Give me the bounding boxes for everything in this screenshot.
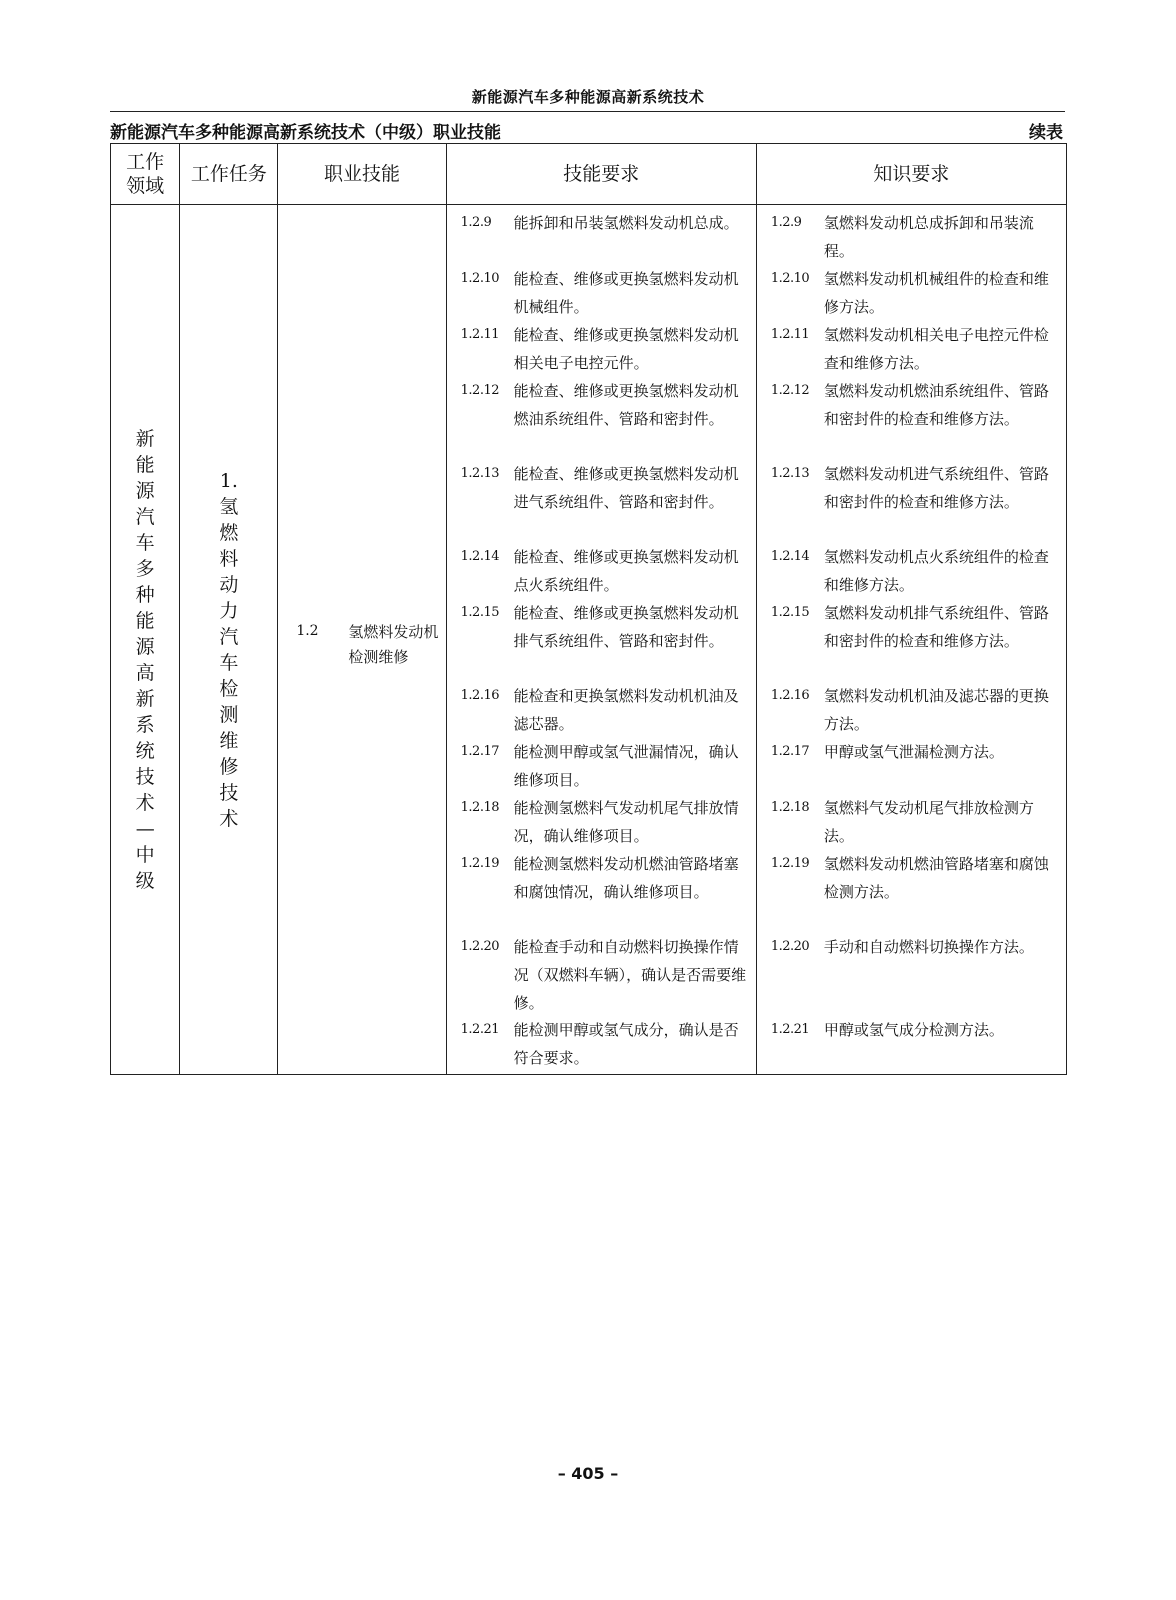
knowledge-requirement-item: [771, 209, 1060, 265]
knowledge-requirement-item: [771, 460, 1060, 543]
skill-requirement-code: 1.2.16: [460, 688, 500, 703]
skill-requirement-text: 能检测甲醇或氢气成分，确认是否符合要求。: [513, 1021, 739, 1067]
knowledge-requirement-item: [771, 377, 1060, 460]
knowledge-requirement-item: [771, 794, 1060, 850]
skill-requirement-code: 1.2.19: [460, 856, 500, 871]
knowledge-requirement-text: 氢燃料发动机总成拆卸和吊装流程。: [823, 214, 1034, 260]
skill-requirement-code: 1.2.20: [460, 939, 500, 954]
skill-requirement-text: 能检查、维修或更换氢燃料发动机相关电子电控元件。: [513, 326, 739, 372]
knowledge-requirements-list: [757, 205, 1066, 1074]
knowledge-requirement-item: [771, 850, 1060, 933]
knowledge-requirement-item: [771, 933, 1060, 1016]
knowledge-requirement-item: [771, 543, 1060, 599]
skill-requirement-item: [461, 738, 750, 794]
knowledge-requirement-code: 1.2.14: [770, 549, 810, 564]
knowledge-requirement-text: 氢燃料发动机燃油管路堵塞和腐蚀检测方法。: [823, 855, 1049, 901]
knowledge-requirement-text: 氢燃料发动机排气系统组件、管路和密封件的检查和维修方法。: [823, 604, 1049, 650]
knowledge-requirement-item: [771, 682, 1060, 738]
knowledge-requirement-item: [771, 1016, 1060, 1072]
knowledge-requirement-code: 1.2.12: [770, 383, 810, 398]
header-knowledge-requirements: 知识要求: [756, 144, 1066, 205]
continued-label: 续表: [1029, 123, 1063, 143]
skill-requirement-text: 能检查手动和自动燃料切换操作情况（双燃料车辆），确认是否需要维修。: [513, 938, 747, 1012]
skill-requirement-text: 能检查、维修或更换氢燃料发动机机械组件。: [513, 270, 739, 316]
skill-requirement-item: [461, 794, 750, 850]
skill-requirement-item: [461, 599, 750, 682]
skill-requirement-text: 能检查、维修或更换氢燃料发动机排气系统组件、管路和密封件。: [513, 604, 739, 650]
skill-requirement-text: 能检查、维修或更换氢燃料发动机进气系统组件、管路和密封件。: [513, 465, 739, 511]
skill-requirement-code: 1.2.15: [460, 605, 500, 620]
skill-requirement-code: 1.2.12: [460, 383, 500, 398]
table-title-row: [110, 116, 1065, 142]
skill-requirement-code: 1.2.17: [460, 744, 500, 759]
skill-requirement-code: 1.2.21: [460, 1022, 500, 1037]
skill-requirements-list: [447, 205, 756, 1074]
header-skill-requirements: 技能要求: [446, 144, 756, 205]
header-work-task: 工作任务: [180, 144, 278, 205]
knowledge-requirement-text: 氢燃料发动机进气系统组件、管路和密封件的检查和维修方法。: [823, 465, 1049, 511]
work-domain-text: 新能源汽车多种能源高新系统技术—中级: [135, 427, 155, 892]
skill-requirement-item: [461, 377, 750, 460]
skill-requirement-code: 1.2.14: [460, 549, 500, 564]
skill-requirement-code: 1.2.11: [460, 327, 500, 342]
knowledge-requirement-code: 1.2.13: [770, 466, 810, 481]
knowledge-requirement-text: 氢燃料发动机点火系统组件的检查和维修方法。: [823, 548, 1049, 594]
skill-requirement-text: 能检测氢燃料发动机燃油管路堵塞和腐蚀情况，确认维修项目。: [513, 855, 739, 901]
work-task-cell: [180, 205, 278, 1075]
work-domain-cell: [111, 205, 180, 1075]
skill-requirement-item: [461, 460, 750, 543]
skill-requirement-item: [461, 850, 750, 933]
running-header: 新能源汽车多种能源高新系统技术: [471, 88, 705, 106]
knowledge-requirement-code: 1.2.20: [770, 939, 810, 954]
knowledge-requirement-code: 1.2.9: [770, 215, 802, 230]
professional-skill-cell: [278, 205, 446, 1075]
knowledge-requirement-item: [771, 321, 1060, 377]
knowledge-requirement-text: 氢燃料发动机机械组件的检查和维修方法。: [823, 270, 1049, 316]
knowledge-requirement-text: 氢燃料发动机燃油系统组件、管路和密封件的检查和维修方法。: [823, 382, 1049, 428]
skill-requirement-code: 1.2.9: [460, 215, 492, 230]
knowledge-requirement-item: [771, 738, 1060, 794]
skill-requirement-item: [461, 209, 750, 265]
skill-requirement-text: 能检查和更换氢燃料发动机机油及滤芯器。: [513, 687, 739, 733]
work-task-text: 1.氢燃料动力汽车检测维修技术: [219, 469, 239, 830]
skill-requirements-cell: [446, 205, 756, 1075]
skill-requirement-item: [461, 543, 750, 599]
skill-requirement-text: 能检测氢燃料气发动机尾气排放情况，确认维修项目。: [513, 799, 739, 845]
table-header-row: [111, 144, 1067, 205]
table-title: 新能源汽车多种能源高新系统技术（中级）职业技能: [110, 123, 501, 143]
table-row: [111, 205, 1067, 1075]
header-professional-skill: 职业技能: [278, 144, 446, 205]
skill-requirement-item: [461, 933, 750, 1016]
skill-requirement-item: [461, 265, 750, 321]
knowledge-requirement-text: 甲醇或氢气成分检测方法。: [823, 1021, 1004, 1039]
knowledge-requirement-code: 1.2.10: [770, 271, 810, 286]
knowledge-requirement-item: [771, 265, 1060, 321]
knowledge-requirement-text: 氢燃料气发动机尾气排放检测方法。: [823, 799, 1034, 845]
knowledge-requirement-code: 1.2.17: [770, 744, 810, 759]
knowledge-requirement-code: 1.2.21: [770, 1022, 810, 1037]
skill-requirement-code: 1.2.10: [460, 271, 500, 286]
skill-requirement-item: [461, 682, 750, 738]
skills-table: [110, 143, 1067, 1075]
knowledge-requirement-item: [771, 599, 1060, 682]
header-rule: [110, 111, 1065, 112]
knowledge-requirement-text: 氢燃料发动机相关电子电控元件检查和维修方法。: [823, 326, 1049, 372]
knowledge-requirement-text: 氢燃料发动机机油及滤芯器的更换方法。: [823, 687, 1049, 733]
header-work-domain: 工作领域: [111, 144, 180, 205]
knowledge-requirements-cell: [756, 205, 1066, 1075]
skill-number: 1.2: [296, 622, 319, 639]
page-number: – 405 –: [557, 1464, 619, 1483]
skill-requirement-item: [461, 1016, 750, 1072]
knowledge-requirement-code: 1.2.15: [770, 605, 810, 620]
knowledge-requirement-code: 1.2.11: [770, 327, 810, 342]
skill-requirement-text: 能检测甲醇或氢气泄漏情况，确认维修项目。: [513, 743, 739, 789]
knowledge-requirement-code: 1.2.16: [770, 688, 810, 703]
skill-requirement-code: 1.2.13: [460, 466, 500, 481]
skill-requirement-text: 能检查、维修或更换氢燃料发动机点火系统组件。: [513, 548, 739, 594]
knowledge-requirement-text: 甲醇或氢气泄漏检测方法。: [823, 743, 1004, 761]
knowledge-requirement-code: 1.2.19: [770, 856, 810, 871]
knowledge-requirement-text: 手动和自动燃料切换操作方法。: [823, 938, 1034, 956]
knowledge-requirement-code: 1.2.18: [770, 800, 810, 815]
skill-requirement-text: 能拆卸和吊装氢燃料发动机总成。: [513, 214, 739, 232]
skill-requirement-code: 1.2.18: [460, 800, 500, 815]
skill-name: 氢燃料发动机检测维修: [348, 622, 439, 666]
skill-requirement-item: [461, 321, 750, 377]
skill-requirement-text: 能检查、维修或更换氢燃料发动机燃油系统组件、管路和密封件。: [513, 382, 739, 428]
